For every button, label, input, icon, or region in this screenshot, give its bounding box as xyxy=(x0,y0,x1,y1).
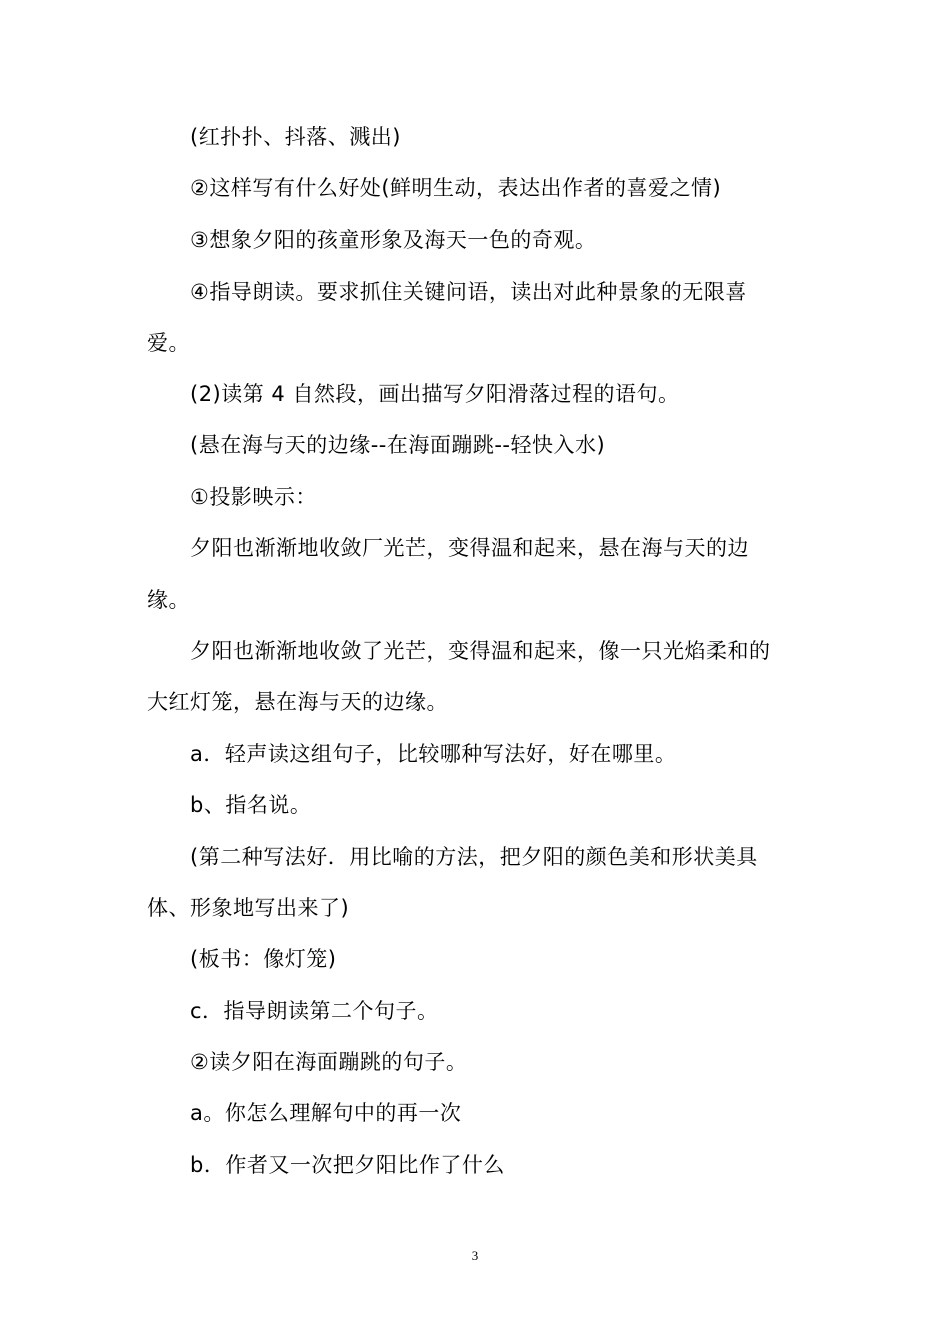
paragraph-line: (悬在海与天的边缘--在海面蹦跳--轻快入水) xyxy=(190,433,606,457)
paragraph-line: (红扑扑、抖落、溅出) xyxy=(190,125,401,149)
paragraph-line: b、指名说。 xyxy=(190,793,312,817)
paragraph-line: 大红灯笼，悬在海与天的边缘。 xyxy=(147,690,448,714)
paragraph-line: c．指导朗读第二个句子。 xyxy=(190,999,439,1023)
page-number: 3 xyxy=(471,1248,479,1263)
paragraph-line: 爱。 xyxy=(147,331,190,355)
paragraph-line: ①投影映示： xyxy=(190,485,317,509)
paragraph-line: ④指导朗读。要求抓住关键问语，读出对此种景象的无限喜 xyxy=(190,280,747,304)
paragraph-line: 夕阳也渐渐地收敛了光芒，变得温和起来，像一只光焰柔和的 xyxy=(190,639,771,663)
paragraph-line: ③想象夕阳的孩童形象及海天一色的奇观。 xyxy=(190,228,597,252)
paragraph-line: 夕阳也渐渐地收敛厂光芒，变得温和起来，悬在海与天的边 xyxy=(190,536,749,560)
paragraph-line: 体、形象地写出来了) xyxy=(147,896,350,920)
paragraph-line: (2)读第 4 自然段，画出描写夕阳滑落过程的语句。 xyxy=(190,382,680,406)
paragraph-line: a．轻声读这组句子，比较哪种写法好，好在哪里。 xyxy=(190,742,677,766)
paragraph-line: b．作者又一次把夕阳比作了什么 xyxy=(190,1153,505,1177)
paragraph-line: ②这样写有什么好处(鲜明生动，表达出作者的喜爱之情) xyxy=(190,176,722,200)
paragraph-line: ②读夕阳在海面蹦跳的句子。 xyxy=(190,1050,468,1074)
paragraph-line: 缘。 xyxy=(147,588,190,612)
paragraph-line: a。你怎么理解句中的再一次 xyxy=(190,1101,462,1125)
paragraph-line: (第二种写法好．用比喻的方法，把夕阳的颜色美和形状美具 xyxy=(190,845,758,869)
paragraph-line: (板书：像灯笼) xyxy=(190,947,337,971)
